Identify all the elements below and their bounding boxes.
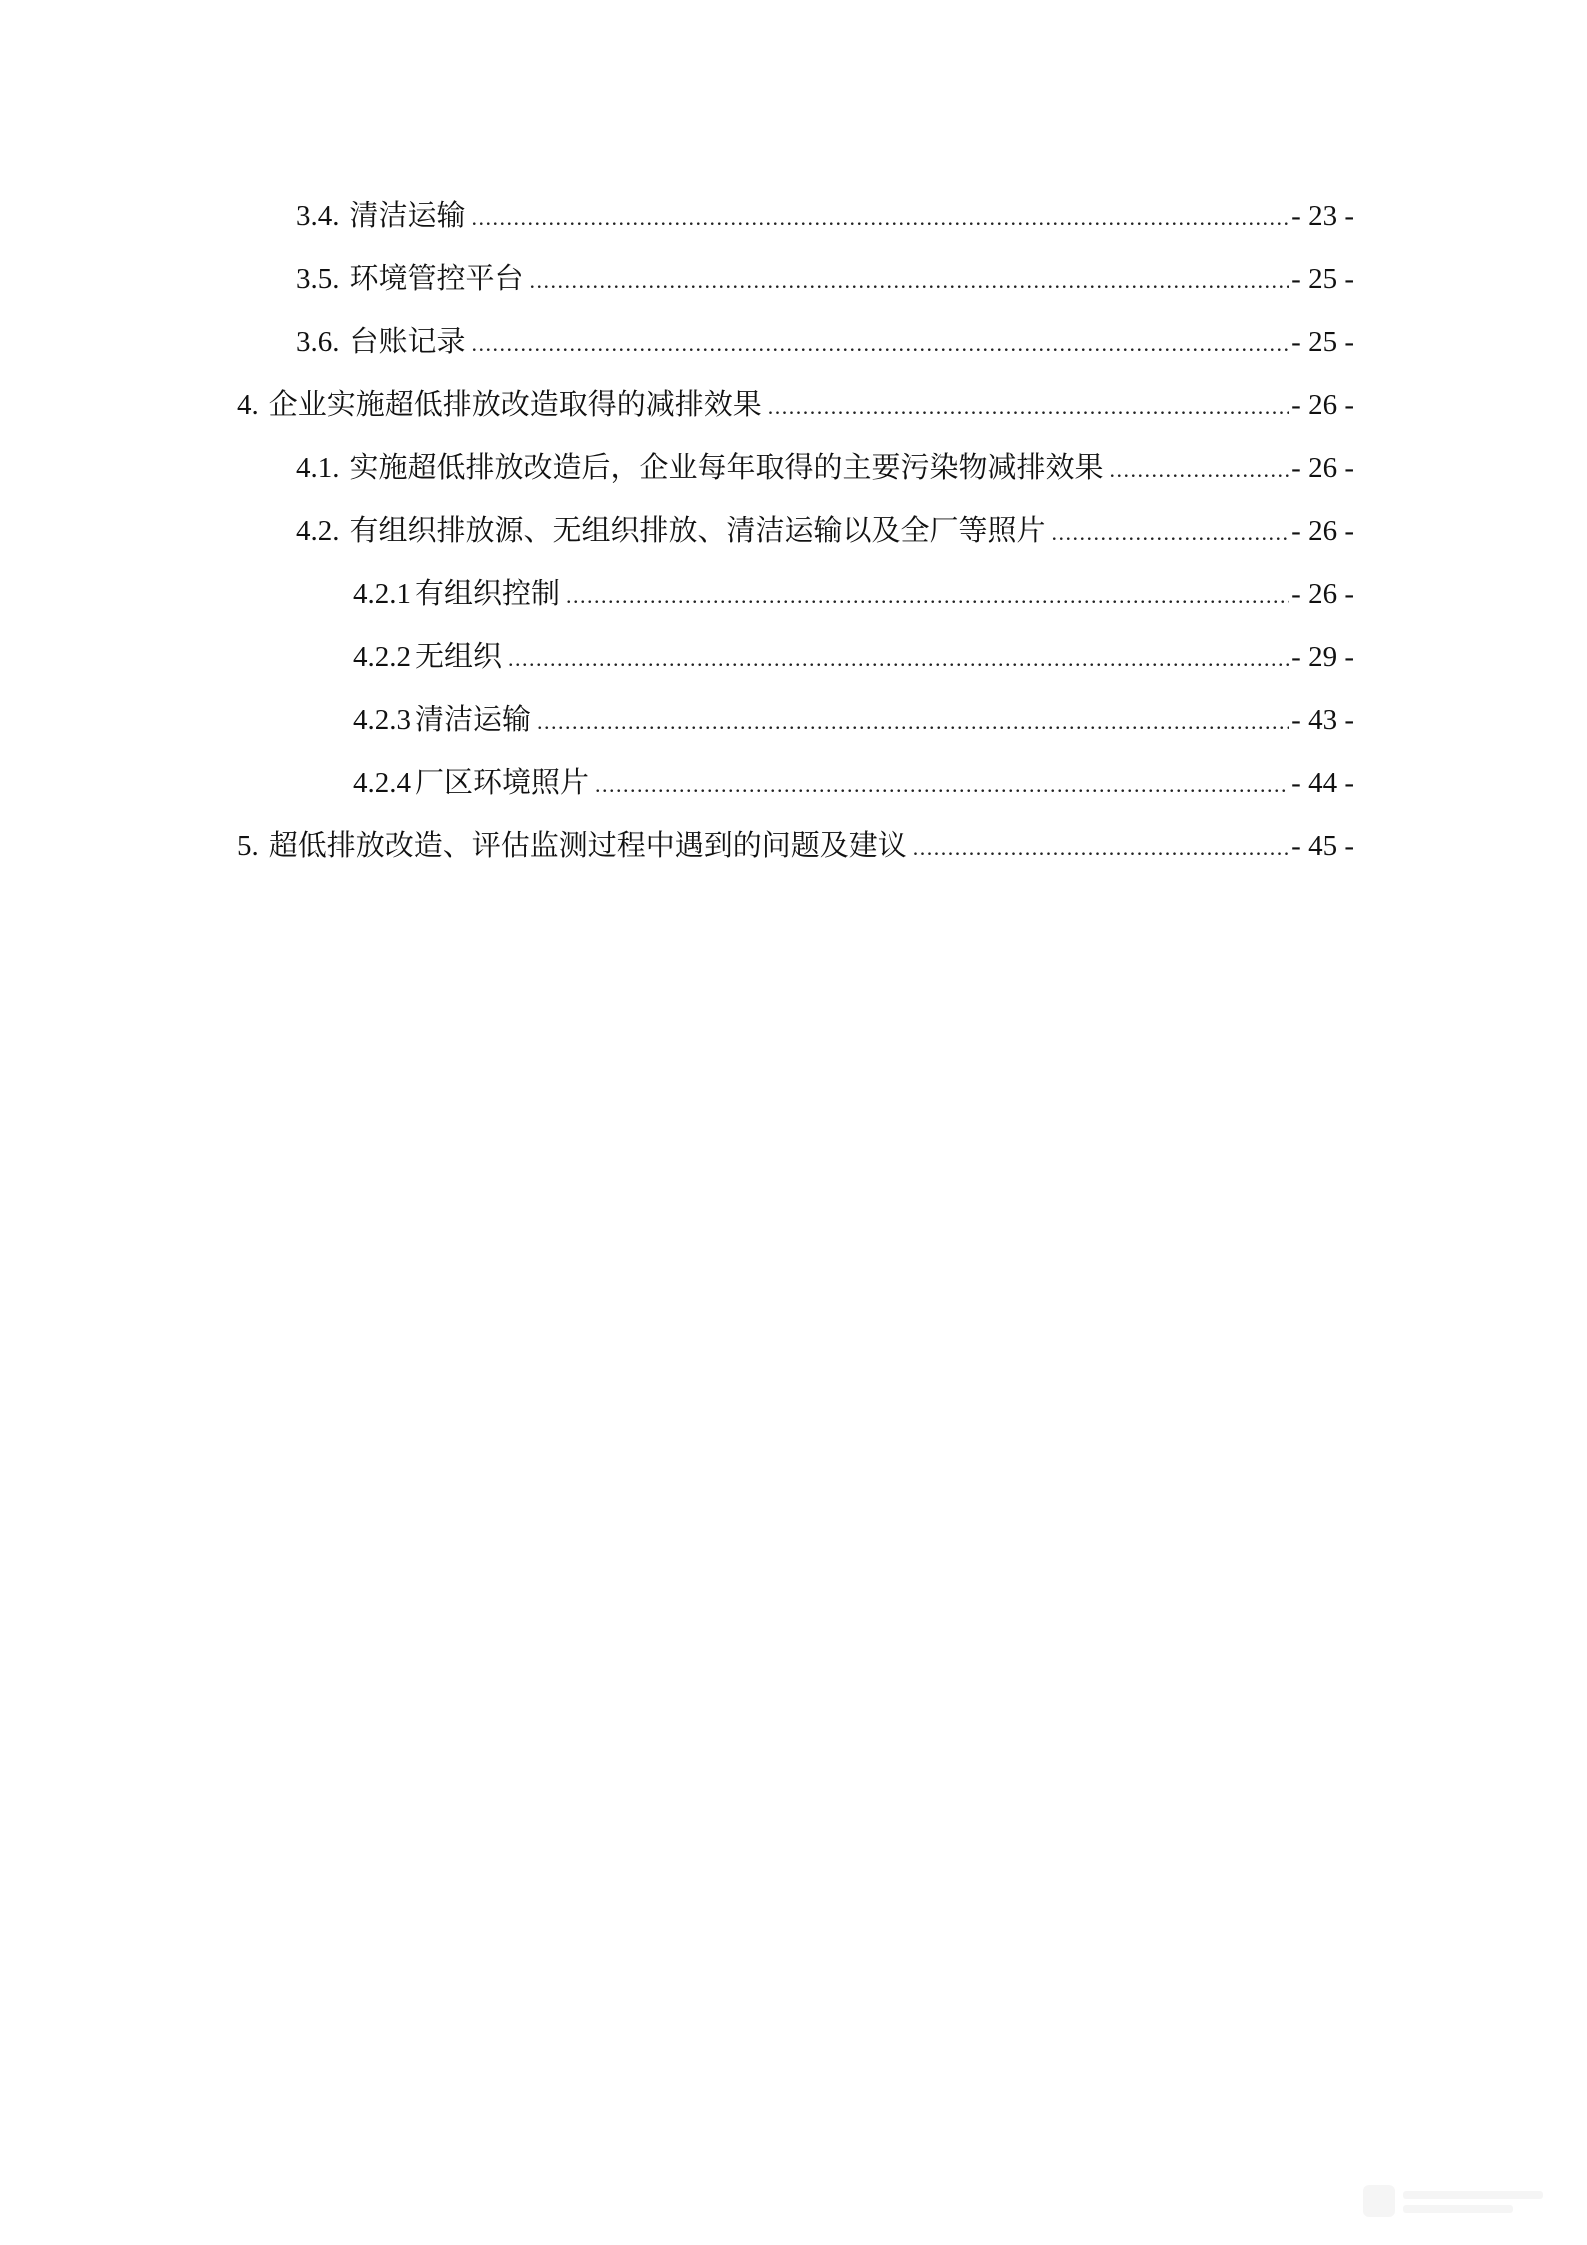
toc-entry-page: - 43 - — [1291, 704, 1354, 736]
toc-dot-leader — [913, 828, 1289, 868]
toc-entry-number: 4.1. — [296, 452, 340, 484]
toc-dot-leader — [530, 261, 1290, 301]
toc-entry-number: 4.2.4 — [353, 767, 411, 799]
toc-entry-4-2[interactable] — [296, 510, 1354, 550]
toc-entry-title: 清洁运输 — [415, 702, 532, 736]
toc-entry-title: 清洁运输 — [349, 198, 466, 232]
toc-entry-page: - 44 - — [1291, 767, 1354, 799]
toc-dot-leader — [508, 639, 1289, 679]
toc-entry-4-2-4[interactable] — [353, 762, 1354, 802]
toc-entry-3-4[interactable] — [296, 195, 1354, 235]
toc-entry-page: - 26 - — [1291, 578, 1354, 610]
toc-dot-leader — [472, 324, 1290, 364]
toc-entry-page: - 23 - — [1291, 200, 1354, 232]
toc-entry-5[interactable] — [237, 825, 1354, 865]
toc-entry-4-1[interactable] — [296, 447, 1354, 487]
toc-entry-4-2-3[interactable] — [353, 699, 1354, 739]
toc-entry-number: 3.6. — [296, 326, 340, 358]
toc-entry-3-6[interactable] — [296, 321, 1354, 361]
toc-entry-number: 3.4. — [296, 200, 340, 232]
toc-dot-leader — [537, 702, 1289, 742]
toc-entry-page: - 26 - — [1291, 515, 1354, 547]
toc-entry-number: 4. — [237, 389, 259, 421]
toc-entry-title: 台账记录 — [349, 324, 466, 358]
toc-entry-number: 4.2.1 — [353, 578, 411, 610]
toc-entry-4-2-1[interactable] — [353, 573, 1354, 613]
toc-entry-number: 3.5. — [296, 263, 340, 295]
toc-entry-page: - 25 - — [1291, 326, 1354, 358]
toc-entry-3-5[interactable] — [296, 258, 1354, 298]
toc-entry-page: - 25 - — [1291, 263, 1354, 295]
toc-entry-number: 4.2. — [296, 515, 340, 547]
toc-dot-leader — [566, 576, 1289, 616]
toc-entry-number: 4.2.2 — [353, 641, 411, 673]
toc-dot-leader — [1052, 513, 1290, 553]
toc-entry-number: 4.2.3 — [353, 704, 411, 736]
toc-entry-page: - 29 - — [1291, 641, 1354, 673]
toc-entry-title: 实施超低排放改造后，企业每年取得的主要污染物减排效果 — [349, 450, 1104, 484]
toc-entry-title: 有组织控制 — [415, 576, 561, 610]
toc-entry-title: 有组织排放源、无组织排放、清洁运输以及全厂等照片 — [349, 513, 1046, 547]
toc-entry-title: 厂区环境照片 — [415, 765, 590, 799]
toc-entry-page: - 26 - — [1291, 452, 1354, 484]
toc-entry-title: 企业实施超低排放改造取得的减排效果 — [268, 387, 762, 421]
toc-entry-number: 5. — [237, 830, 259, 862]
toc-entry-page: - 26 - — [1291, 389, 1354, 421]
toc-dot-leader — [472, 198, 1290, 238]
toc-entry-title: 超低排放改造、评估监测过程中遇到的问题及建议 — [268, 828, 907, 862]
toc-dot-leader — [595, 765, 1289, 805]
watermark-logo — [1361, 2179, 1551, 2223]
toc-entry-title: 环境管控平台 — [349, 261, 524, 295]
toc-entry-4-2-2[interactable] — [353, 636, 1354, 676]
toc-dot-leader — [768, 387, 1289, 427]
toc-entry-4[interactable] — [237, 384, 1354, 424]
toc-entry-title: 无组织 — [415, 639, 503, 673]
toc-entry-page: - 45 - — [1291, 830, 1354, 862]
toc-dot-leader — [1110, 450, 1290, 490]
